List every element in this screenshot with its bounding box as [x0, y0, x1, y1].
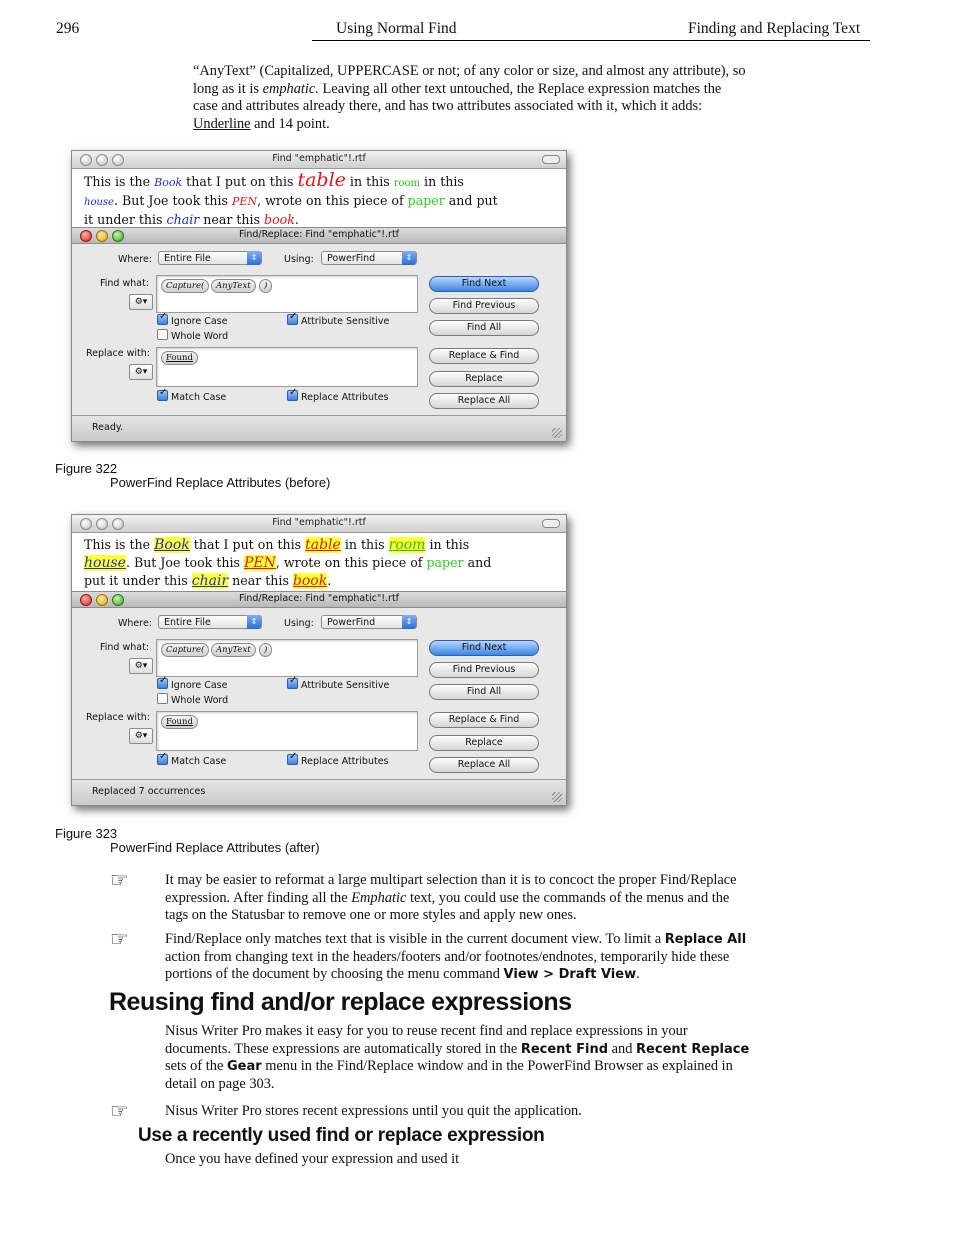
find-replace-title: Find/Replace: Find "emphatic"!.rtf	[238, 593, 400, 604]
popup-arrows-icon: ⇕	[402, 251, 416, 265]
whole-word-checkbox[interactable]: Whole Word	[157, 693, 228, 706]
popup-arrows-icon: ⇕	[247, 615, 261, 629]
where-popup[interactable]: Entire File ⇕	[158, 251, 262, 265]
find-replace-titlebar	[72, 227, 566, 244]
document-titlebar	[72, 151, 566, 169]
replace-attributes-checkbox[interactable]: ✓ Replace Attributes	[287, 390, 389, 403]
find-next-button[interactable]: Find Next	[429, 276, 539, 292]
found-token[interactable]: Found	[161, 715, 198, 729]
status-bar: Ready.	[72, 415, 566, 442]
whole-word-checkbox[interactable]: Whole Word	[157, 329, 228, 342]
pointing-hand-icon: ☞	[110, 927, 129, 951]
section-heading: Reusing find and/or replace expressions	[109, 988, 572, 1016]
window-title: Find "emphatic"!.rtf	[272, 153, 366, 164]
find-what-label: Find what:	[100, 642, 150, 653]
using-popup[interactable]: PowerFind ⇕	[321, 251, 417, 265]
find-previous-button[interactable]: Find Previous	[429, 298, 539, 314]
replace-attributes-checkbox[interactable]: ✓ Replace Attributes	[287, 754, 389, 767]
replace-field[interactable]	[156, 347, 418, 387]
subsection-paragraph: Once you have defined your expression and used it	[165, 1151, 460, 1167]
anytext-token[interactable]: AnyText	[211, 279, 256, 293]
replace-button[interactable]: Replace	[429, 735, 539, 751]
document-text: This is the Book that I put on this table in this room in this house. But Joe took this PEN, wrote on this piece of paper and put it under this chair near this book.	[72, 533, 566, 599]
page-number: 296	[56, 20, 80, 37]
figure-323-caption: PowerFind Replace Attributes (after)	[110, 840, 320, 855]
toolbar-toggle-icon[interactable]	[542, 519, 560, 528]
where-label: Where:	[118, 618, 153, 629]
note-reformat: It may be easier to reformat a large multipart selection than it is to concoct the proper Find/Replace expression. After finding all the Emphatic text, you could use the commands of the menus and the tags on the Statusbar to remove one or more styles and apply new ones.	[165, 872, 737, 923]
find-all-button[interactable]: Find All	[429, 320, 539, 336]
window-title: Find "emphatic"!.rtf	[272, 517, 366, 528]
note-recent-expressions: Nisus Writer Pro stores recent expressions until you quit the application.	[165, 1103, 582, 1119]
ignore-case-checkbox[interactable]: ✓Ignore Case	[157, 678, 227, 691]
gear-icon[interactable]: ⚙▾	[129, 658, 153, 674]
replace-and-find-button[interactable]: Replace & Find	[429, 348, 539, 364]
toolbar-toggle-icon[interactable]	[542, 155, 560, 164]
figure-322-caption: PowerFind Replace Attributes (before)	[110, 475, 331, 490]
screenshot-window-after	[71, 514, 567, 806]
resize-grip-icon[interactable]	[552, 792, 562, 802]
find-previous-button[interactable]: Find Previous	[429, 662, 539, 678]
capture-close-token[interactable]: )	[259, 279, 272, 293]
using-label: Using:	[284, 618, 314, 629]
header-rule	[312, 40, 870, 41]
pointing-hand-icon: ☞	[110, 868, 129, 892]
gear-icon[interactable]: ⚙▾	[129, 294, 153, 310]
find-replace-titlebar	[72, 591, 566, 608]
running-header-right: Finding and Replacing Text	[688, 20, 861, 37]
document-text: This is the Book that I put on this table in this room in this house. But Joe took this PEN, wrote on this piece of paper and put it under this chair near this book.	[72, 169, 566, 235]
gear-icon[interactable]: ⚙▾	[129, 728, 153, 744]
find-what-label: Find what:	[100, 278, 150, 289]
replace-and-find-button[interactable]: Replace & Find	[429, 712, 539, 728]
find-replace-title: Find/Replace: Find "emphatic"!.rtf	[238, 229, 400, 240]
anytext-token[interactable]: AnyText	[211, 643, 256, 657]
find-next-button[interactable]: Find Next	[429, 640, 539, 656]
match-case-checkbox[interactable]: ✓Match Case	[157, 754, 226, 767]
capture-token[interactable]: Capture(	[161, 643, 209, 657]
note-visible-text: Find/Replace only matches text that is visible in the current document view. To limit a Replace All action from changing text in the headers/footers and/or footnotes/endnotes, temporarily hide these portions of the document by choosing the menu command View > Draft View.	[165, 931, 747, 982]
find-field[interactable]	[156, 275, 418, 313]
where-popup[interactable]: Entire File ⇕	[158, 615, 262, 629]
capture-close-token[interactable]: )	[259, 643, 272, 657]
match-case-checkbox[interactable]: ✓Match Case	[157, 390, 226, 403]
replace-field[interactable]	[156, 711, 418, 751]
figure-322-number: Figure 322	[55, 461, 118, 476]
found-token[interactable]: Found	[161, 351, 198, 365]
section-paragraph: Nisus Writer Pro makes it easy for you to reuse recent find and replace expressions in your documents. These expressions are automatically stored in the Recent Find and Recent Replace sets of the Gear menu in the Find/Replace window and in the PowerFind Browser as explained in detail on page 303.	[165, 1023, 750, 1092]
where-label: Where:	[118, 254, 153, 265]
find-field[interactable]	[156, 639, 418, 677]
replace-button[interactable]: Replace	[429, 371, 539, 387]
replace-all-button[interactable]: Replace All	[429, 757, 539, 773]
popup-arrows-icon: ⇕	[247, 251, 261, 265]
subsection-heading: Use a recently used find or replace expression	[138, 1125, 545, 1146]
attribute-sensitive-checkbox[interactable]: ✓Attribute Sensitive	[287, 314, 389, 327]
ignore-case-checkbox[interactable]: ✓Ignore Case	[157, 314, 227, 327]
popup-arrows-icon: ⇕	[402, 615, 416, 629]
capture-token[interactable]: Capture(	[161, 279, 209, 293]
replace-all-button[interactable]: Replace All	[429, 393, 539, 409]
using-popup[interactable]: PowerFind ⇕	[321, 615, 417, 629]
status-bar: Replaced 7 occurrences	[72, 779, 566, 806]
replace-with-label: Replace with:	[86, 712, 150, 723]
document-titlebar	[72, 515, 566, 533]
find-all-button[interactable]: Find All	[429, 684, 539, 700]
resize-grip-icon[interactable]	[552, 428, 562, 438]
pointing-hand-icon: ☞	[110, 1099, 129, 1123]
intro-paragraph: “AnyText” (Capitalized, UPPERCASE or not; of any color or size, and almost any attribute), so long as it is emphatic. Leaving all other text untouched, the Replace expression matches the case and attributes already there, and has two attributes associated with it, which it adds: Underline and 14 point.	[193, 63, 746, 132]
replace-with-label: Replace with:	[86, 348, 150, 359]
figure-323-number: Figure 323	[55, 826, 118, 841]
using-label: Using:	[284, 254, 314, 265]
screenshot-window-before	[71, 150, 567, 442]
running-header-center: Using Normal Find	[336, 20, 457, 37]
gear-icon[interactable]: ⚙▾	[129, 364, 153, 380]
attribute-sensitive-checkbox[interactable]: ✓Attribute Sensitive	[287, 678, 389, 691]
